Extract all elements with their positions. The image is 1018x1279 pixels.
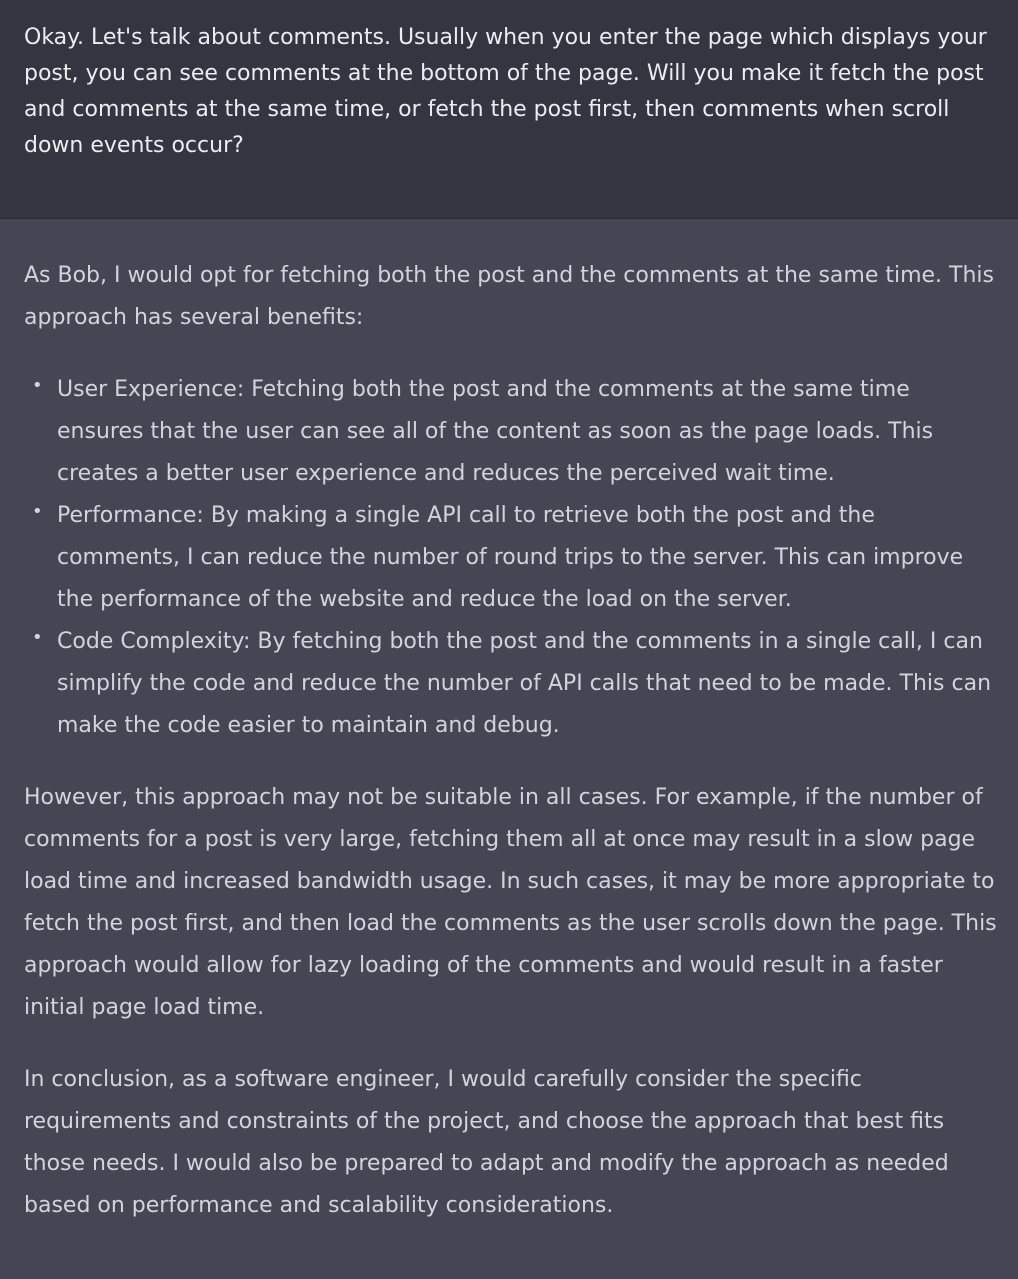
list-item-text: User Experience: Fetching both the post and the comments at the same time ensures that the user can see all of the content as soon as the page loads. This creates a better user experience and reduces the perceived wait time.: [57, 377, 934, 486]
user-message-text: Okay. Let's talk about comments. Usually when you enter the page which displays your post, you can see comments at the bottom of the page. Will you make it fetch the post and comments at the same time, or fetch the post first, then comments when scroll down events occur?: [24, 25, 987, 158]
bullet-icon: •: [32, 501, 43, 522]
list-item-text: Code Complexity: By fetching both the post and the comments in a single call, I can simplify the code and reduce the number of API calls that need to be made. This can make the code easier to maintain and debug.: [57, 629, 992, 738]
benefits-list: [24, 369, 1002, 747]
list-item: [24, 495, 1002, 621]
bullet-icon: •: [32, 627, 43, 648]
list-item-text: Performance: By making a single API call to retrieve both the post and the comments, I can reduce the number of round trips to the server. This can improve the performance of the website and reduce the load on the server.: [57, 503, 964, 612]
list-item: [24, 369, 1002, 495]
bullet-icon: •: [32, 375, 43, 396]
assistant-intro-paragraph: As Bob, I would opt for fetching both the post and the comments at the same time. This approach has several benefits:: [24, 263, 994, 330]
list-item: [24, 621, 1002, 747]
user-message: [0, 0, 1018, 219]
assistant-message: [0, 219, 1018, 1227]
assistant-paragraph-conclusion: In conclusion, as a software engineer, I would carefully consider the specific requirements and constraints of the project, and choose the approach that best fits those needs. I would also be prepared to adapt and modify the approach as needed based on performance and scalability considerations.: [24, 1067, 949, 1218]
assistant-paragraph-caveat: However, this approach may not be suitable in all cases. For example, if the number of comments for a post is very large, fetching them all at once may result in a slow page load time and increased bandwidth usage. In such cases, it may be more appropriate to fetch the post first, and then load the comments as the user scrolls down the page. This approach would allow for lazy loading of the comments and would result in a faster initial page load time.: [24, 785, 997, 1020]
